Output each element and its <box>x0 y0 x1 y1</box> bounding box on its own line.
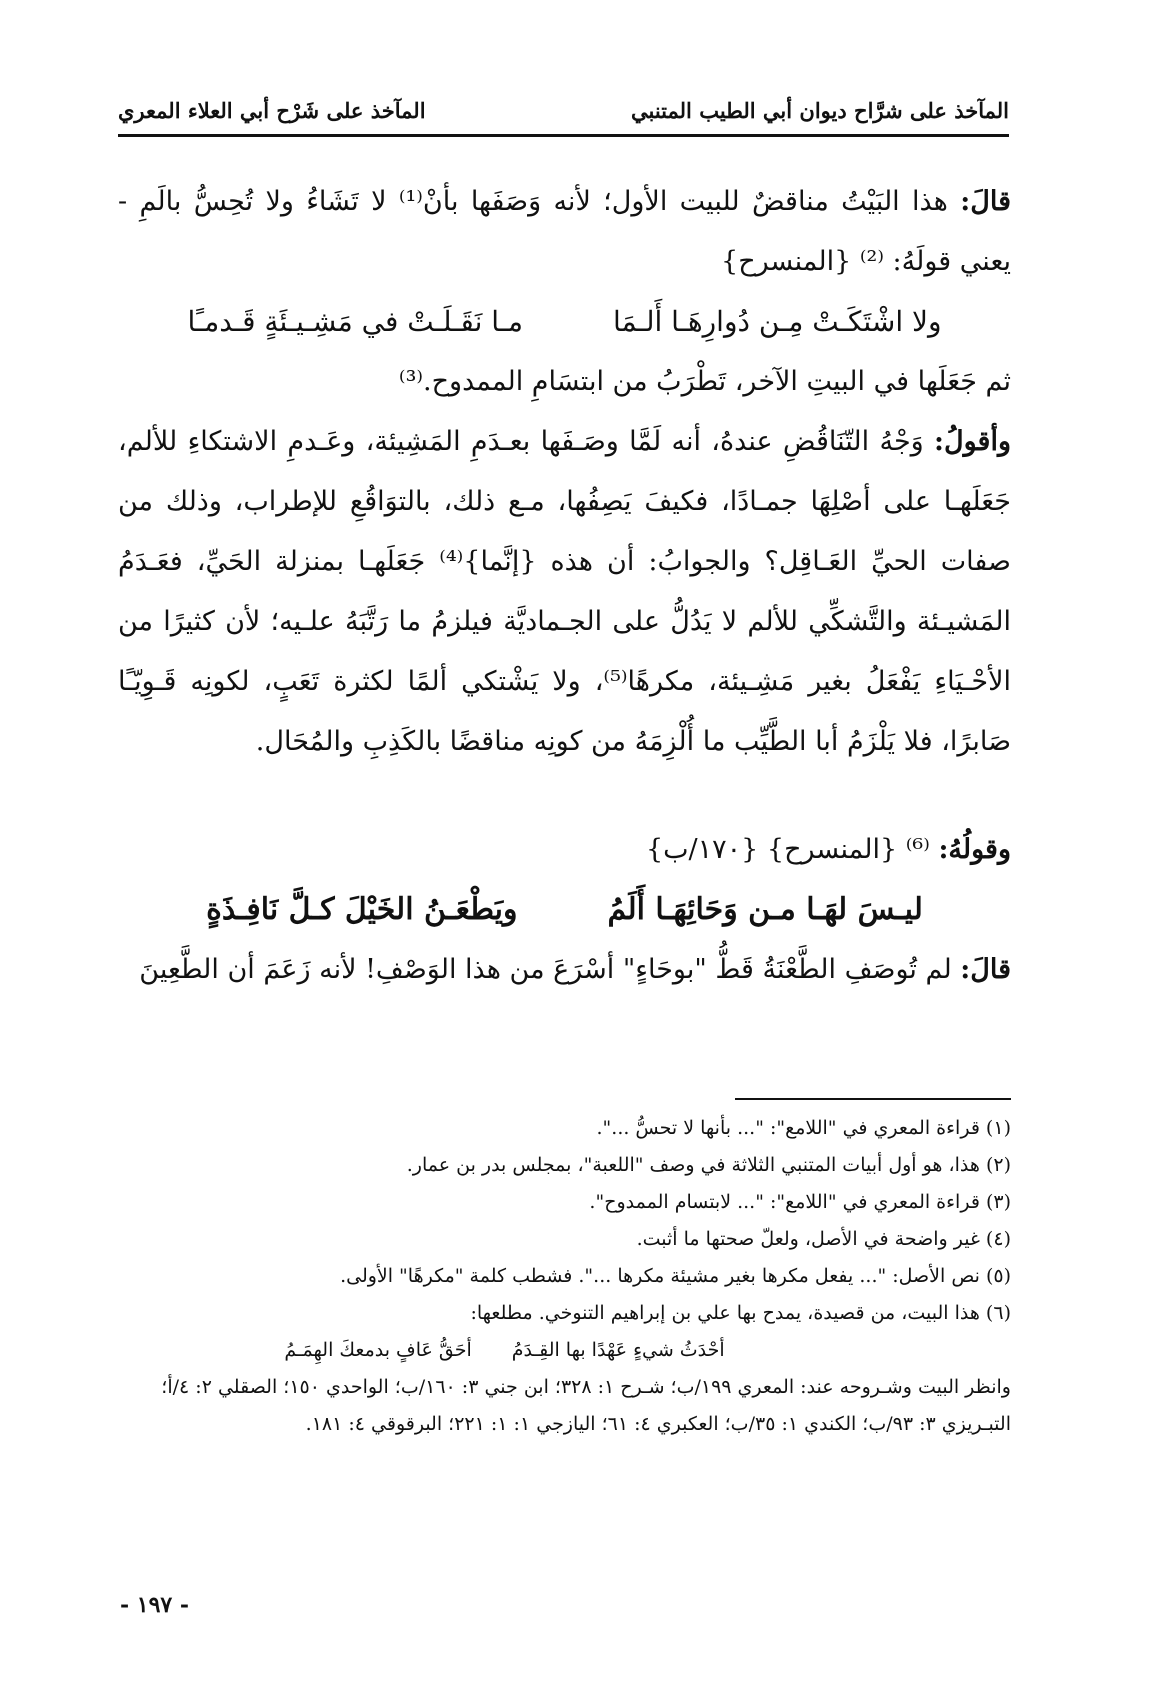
footnote-4: (٤) غير واضحة في الأصل، ولعلّ صحتها ما أثبت. <box>636 1228 1011 1250</box>
verse-2 <box>118 880 1011 940</box>
footnote-2: (٢) هذا، هو أول أبيات المتنبي الثلاثة في وصف "اللعبة"، بمجلس بدر بن عمار. <box>406 1154 1011 1176</box>
paragraph-2: ثم جَعَلَها في البيتِ الآخر، تَطْرَبُ من ابتسَامِ الممدوح.⁽³⁾ <box>398 366 1011 397</box>
main-text <box>118 172 1011 1000</box>
verse-hemistich-first: أحَقُّ عَافٍ بدمعكَ الهِمَـمُ <box>284 1339 472 1361</box>
paragraph-text: لم تُوصَفِ الطَّعْنَةُ قَطُّ "بوحَاءٍ" أسْرَعَ من هذا الوَصْفِ! لأنه زَعَمَ أن الطَّعِينَ <box>139 954 961 985</box>
page-number: - ١٩٧ - <box>120 1592 190 1618</box>
footnote-6: (٦) هذا البيت، من قصيدة، يمدح بها علي بن إبراهيم التنوخي. مطلعها: <box>470 1302 1011 1324</box>
footnote-separator <box>735 1098 1011 1100</box>
running-header <box>118 92 1009 137</box>
paragraph-text: ⁽⁶⁾ {المنسرح} {١٧٠/ب} <box>645 834 939 865</box>
footnote-5: (٥) نص الأصل: "... يفعل مكرها بغير مشيئة مكرها ...". فشطب كلمة "مكرهًا" الأولى. <box>340 1265 1011 1287</box>
verse-hemistich-second: أحْدَثُ شيءٍ عَهْدًا بها القِـدَمُ <box>511 1339 725 1361</box>
paragraph-3 <box>118 412 1011 772</box>
footnote-6-references: وانظر البيت وشـروحه عند: المعري ١٩٩/ب؛ شـرح ١: ٣٢٨؛ ابن جني ٣: ١٦٠/ب؛ الواحدي ١٥٠؛ الصقلي ٢: ٤/أ؛ التبـريزي ٣: ٩٣/ب؛ الكندي ١: ٣٥/ب؛ العكبري ٤: ٦١؛ اليازجي ١: ١: ٢٢١؛ البرقوقي ٤: ١٨١. <box>161 1376 1011 1435</box>
paragraph-5 <box>118 940 1011 1000</box>
verse-hemistich-second: ولا اشْتَكَـتْ مِـن دُوارِهَـا أَلـمَا <box>613 305 942 338</box>
footnote-6-verse <box>118 1332 1011 1369</box>
paragraph-4 <box>118 820 1011 880</box>
footnote-3: (٣) قراءة المعري في "اللامع": "... لابتسام الممدوح". <box>589 1191 1011 1213</box>
paragraph-lead: قالَ: <box>960 954 1011 985</box>
verse-hemistich-second: ليـسَ لهَـا مـن وَحَائِهَـا أَلَمُ <box>607 892 923 927</box>
verse-1 <box>118 292 1011 352</box>
header-book-title: المآخذ على شرَّاح ديوان أبي الطيب المتنبي <box>631 98 1009 123</box>
footnotes <box>118 1110 1011 1443</box>
paragraph-1 <box>118 172 1011 292</box>
section-gap <box>118 772 1011 820</box>
paragraph-lead: وأقولُ: <box>934 426 1011 457</box>
paragraph-lead: وقولُهُ: <box>938 834 1011 865</box>
verse-hemistich-first: ويَطْعَـنُ الخَيْلَ كـلَّ نَافِـذَةٍ <box>206 892 518 927</box>
paragraph-text: وَجْهُ التّنَاقُضِ عندهُ، أنه لَمَّا وصَـفَها بعـدَمِ المَشِيئة، وعَـدمِ الاشتكاءِ للألم، جَعَلَهـا على أصْلِهَا جمـادًا، فكيفَ يَصِفُها، مـع ذلك، بالتوَاقُعِ للإطراب، وذلك من صفات الحيِّ العَـاقِل؟ والجوابُ: أن هذه {إنَّما}⁽⁴⁾ جَعَلَهـا بمنزلة الحَيِّ، فعَـدَمُ المَشيـئة والتَّشكِّي للألم لا يَدُلُّ على الجـماديَّة فيلزمُ ما رَتَّبَهُ علـيه؛ لأن كثيرًا من الأحْـيَاءِ يَفْعَلُ بغير مَشِـيئة، مكرهًا⁽⁵⁾، ولا يَشْتكي ألمًا لكثرة تَعَبٍ، لكونِه قَـوِيّـًا صَابرًا، فلا يَلْزَمُ أبا الطَّيِّب ما أُلْزِمَهُ من كونِه مناقضًا بالكَذِبِ والمُحَال. <box>118 426 1011 757</box>
verse-hemistich-first: مـا نَقَـلَـتْ في مَشِـيـئَةٍ قَـدمـًا <box>187 305 524 338</box>
footnote-1: (١) قراءة المعري في "اللامع": "... بأنها لا تحسُّ ...". <box>596 1117 1011 1139</box>
paragraph-lead: قالَ: <box>960 186 1011 217</box>
header-chapter-title: المآخذ على شَرْح أبي العلاء المعري <box>118 98 426 123</box>
paragraph-text: هذا البَيْتُ مناقضٌ للبيت الأول؛ لأنه وَصَفَها بأنْ⁽¹⁾ لا تَشَاءُ ولا تُحِسُّ بالَمِ - يعني قولَهُ: ⁽²⁾ {المنسرح} <box>118 186 1011 277</box>
